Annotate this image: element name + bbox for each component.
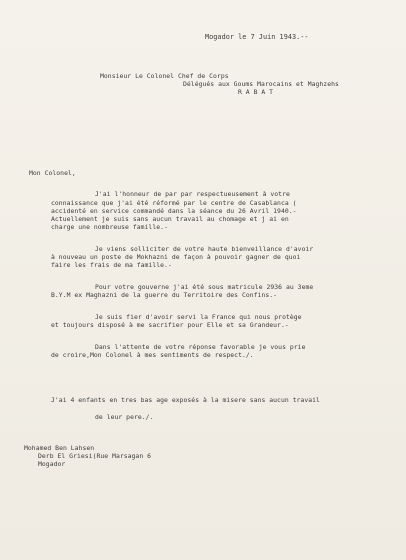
dateline: Mogador le 7 Juin 1943.-- (205, 33, 309, 41)
signature-address: Derb El Griesi(Rue Marsagan 6 (38, 452, 152, 460)
paragraph-2-line-2: à nouveau un poste de Mokhazni de façon à pouvoir gagner de quoi (51, 253, 301, 261)
paragraph-1-line-4: Actuellement je suis sans aucun travail au chomage et j ai en (51, 215, 289, 223)
paragraph-5-line-2: de croire,Mon Colonel à mes sentiments de respect./. (51, 351, 254, 359)
paragraph-6-line-1: J'ai 4 enfants en tres bas age exposés à la misere sans aucun travail (51, 396, 320, 404)
recipient-line-1: Monsieur Le Colonel Chef de Corps (100, 72, 229, 80)
paragraph-1-line-2: connaissance que j'ai été réformé par le centre de Casablanca ( (51, 199, 297, 207)
signature-city: Mogador (38, 460, 66, 468)
recipient-line-2: Délégués aux Goums Marocains et Maghzehs (183, 80, 339, 88)
paragraph-3-line-2: B.Y.M ex Maghazni de la guerre du Territoire des Confins.- (51, 291, 278, 299)
paragraph-5-line-1: Dans l'attente de votre réponse favorable je vous prie (95, 343, 306, 351)
paragraph-3-line-1: Pour votre gouverne j'ai été sous matricule 2936 au 3eme (95, 283, 314, 291)
paragraph-6-line-2: de leur pere./. (95, 413, 154, 421)
paragraph-4-line-1: Je suis fier d'avoir servi la France qui nous protège (95, 313, 302, 321)
signature-name: Mohamed Ben Lahsen (24, 444, 95, 452)
recipient-line-3: R A B A T (238, 88, 274, 96)
paragraph-2-line-3: faire les frais de ma famille.- (51, 261, 172, 269)
paragraph-2-line-1: Je viens solliciter de votre haute bienveillance d'avoir (95, 245, 314, 253)
paragraph-1-line-3: accidenté en service commandé dans la séance du 26 Avril 1940.- (51, 207, 297, 215)
paragraph-1-line-1: J'ai l'honneur de par par respectueusement à votre (95, 190, 290, 198)
salutation: Mon Colonel, (29, 169, 76, 177)
paragraph-1-line-5: charge une nombreuse famille.- (51, 223, 168, 231)
paragraph-4-line-2: et toujours disposé à me sacrifier pour Elle et sa Grandeur.- (51, 321, 289, 329)
